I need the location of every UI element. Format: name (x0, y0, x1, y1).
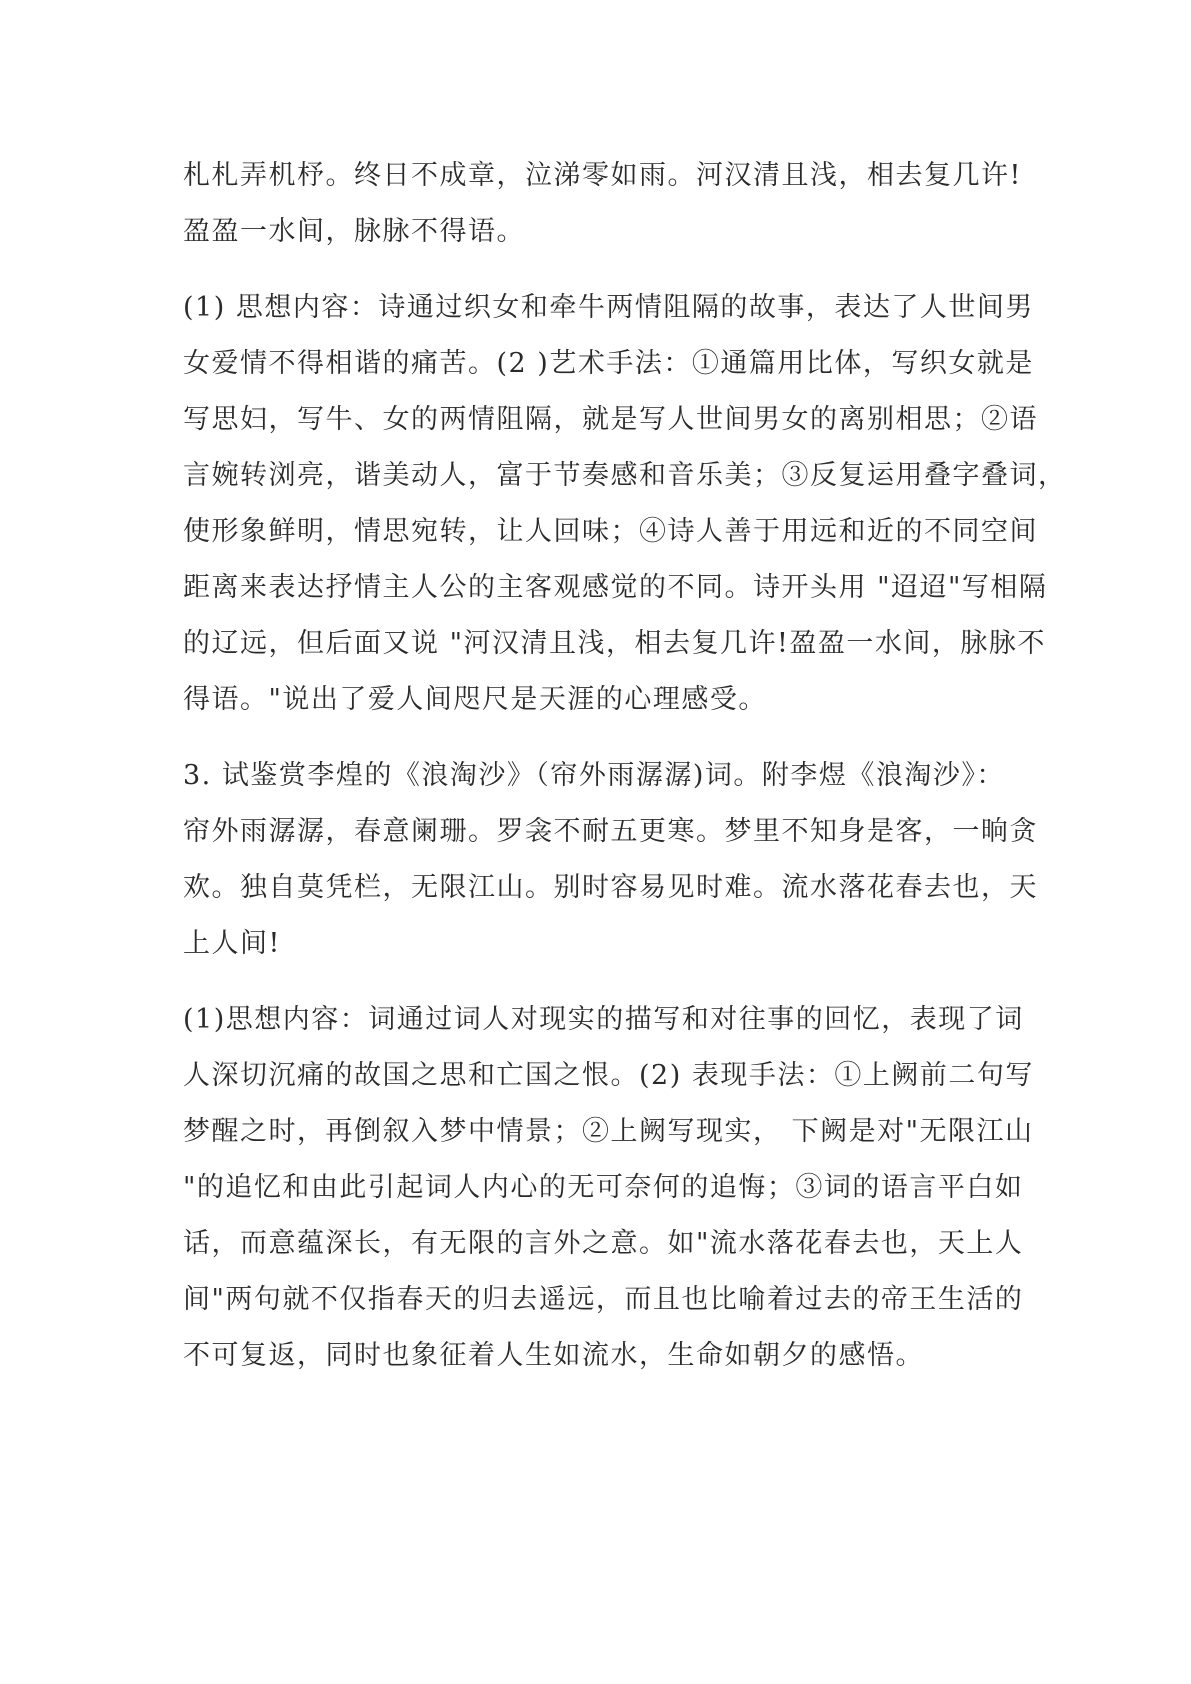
paragraph-gap (183, 728, 1023, 748)
text-line: "的追忆和由此引起词人内心的无可奈何的追悔；③词的语言平白如 (183, 1172, 1024, 1203)
document-body (183, 148, 1067, 1384)
text-line: 女爱情不得相谐的痛苦。(2 )艺术手法：①通篇用比体，写织女就是 (183, 348, 1034, 379)
text-line: 不可复返，同时也象征着人生如流水，生命如朝夕的感悟。 (183, 1340, 924, 1371)
poem-text-paragraph (183, 148, 1023, 260)
text-line: 言婉转浏亮，谐美动人，富于节奏感和音乐美；③反复运用叠字叠词， (183, 460, 1067, 491)
text-line: 距离来表达抒情主人公的主客观感觉的不同。诗开头用 "迢迢"写相隔 (183, 572, 1048, 603)
text-line: 梦醒之时，再倒叙入梦中情景；②上阙写现实， 下阙是对"无限江山 (183, 1116, 1034, 1147)
text-line: 得语。"说出了爱人间咫尺是天涯的心理感受。 (183, 684, 767, 715)
analysis-paragraph-2 (183, 992, 1034, 1384)
paragraph-gap (183, 972, 1023, 992)
text-line: 写思妇，写牛、女的两情阻隔，就是写人世间男女的离别相思；②语 (183, 404, 1038, 435)
paragraph-gap (183, 260, 1023, 280)
text-line: 话，而意蕴深长，有无限的言外之意。如"流水落花春去也，天上人 (183, 1228, 1024, 1259)
text-line: (1) 思想内容：诗通过织女和牵牛两情阻隔的故事，表达了人世间男 (183, 292, 1034, 323)
text-line: 帘外雨潺潺，春意阑珊。罗衾不耐五更寒。梦里不知身是客，一晌贪 (183, 816, 1038, 847)
question-paragraph-3 (183, 748, 1038, 972)
text-line: 的辽远，但后面又说 "河汉清且浅，相去复几许!盈盈一水间，脉脉不 (183, 628, 1046, 659)
text-line: 间"两句就不仅指春天的归去遥远，而且也比喻着过去的帝王生活的 (183, 1284, 1024, 1315)
analysis-paragraph-1 (183, 280, 1067, 728)
text-line: 上人间! (183, 928, 281, 959)
text-line: (1)思想内容：词通过词人对现实的描写和对往事的回忆，表现了词 (183, 1004, 1024, 1035)
text-line: 札札弄机杼。终日不成章，泣涕零如雨。河汉清且浅，相去复几许! (183, 160, 1022, 191)
text-line: 欢。独自莫凭栏，无限江山。别时容易见时难。流水落花春去也，天 (183, 872, 1038, 903)
text-line: 3. 试鉴赏李煌的《浪淘沙》（帘外雨潺潺)词。附李煜《浪淘沙》： (183, 760, 1005, 791)
text-line: 盈盈一水间，脉脉不得语。 (183, 216, 525, 247)
text-line: 使形象鲜明，情思宛转，让人回味；④诗人善于用远和近的不同空间 (183, 516, 1038, 547)
text-line: 人深切沉痛的故国之思和亡国之恨。(2) 表现手法：①上阙前二句写 (183, 1060, 1034, 1091)
